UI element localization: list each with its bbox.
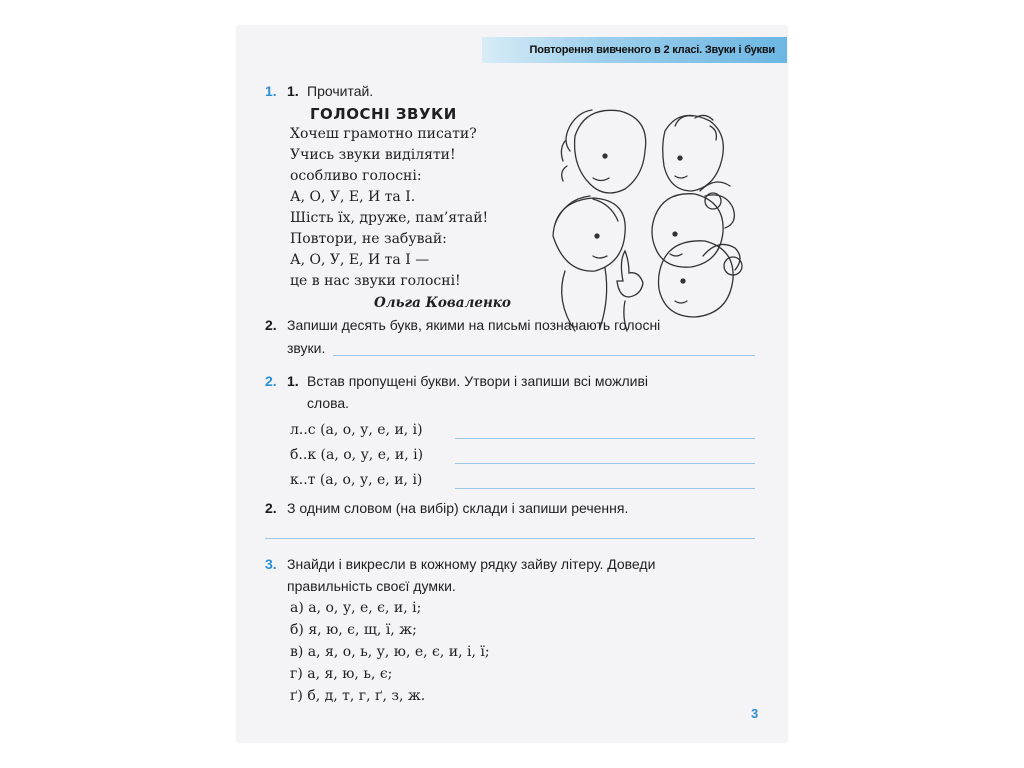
word-pattern-item: к..т (а, о, у, е, и, і) <box>290 472 423 488</box>
exercise-2-2-number: 2. <box>265 500 277 516</box>
section-header <box>482 37 787 63</box>
exercise-3-number: 3. <box>265 556 277 572</box>
answer-line[interactable] <box>333 355 755 356</box>
answer-line[interactable] <box>455 438 755 439</box>
exercise-1-1-instruction: Прочитай. <box>307 83 374 99</box>
exercise-2-number: 2. <box>265 373 277 389</box>
poem-line: це в нас звуки голосні! <box>290 273 461 289</box>
workbook-page <box>237 26 787 742</box>
exercise-3-text-cont: правильність своєї думки. <box>287 578 456 594</box>
letter-row: а) а, о, у, е, є, и, і; <box>290 600 422 616</box>
poem-line: Шість їх, друже, пам’ятай! <box>290 210 489 226</box>
poem-line: Хочеш грамотно писати? <box>290 126 477 142</box>
letter-row: б) я, ю, є, щ, ї, ж; <box>290 622 417 638</box>
word-pattern-item: л..с (а, о, у, е, и, і) <box>290 422 423 438</box>
section-header-title: Повторення вивченого в 2 класі. Звуки і букви <box>529 44 775 56</box>
poem-line: А, О, У, Е, И та І. <box>290 189 416 205</box>
exercise-2-2-text: З одним словом (на вибір) склади і запиши речення. <box>287 500 629 516</box>
answer-line[interactable] <box>455 463 755 464</box>
word-pattern-item: б..к (а, о, у, е, и, і) <box>290 447 424 463</box>
exercise-2-1-text: Встав пропущені букви. Утвори і запиши всі можливі <box>307 373 649 389</box>
exercise-1-2-text: Запиши десять букв, якими на письмі позначають голосні <box>287 317 661 333</box>
exercise-1-2-text-cont: звуки. <box>287 340 326 356</box>
children-illustration <box>535 96 750 336</box>
exercise-3-text: Знайди і викресли в кожному рядку зайву літеру. Доведи <box>287 556 656 572</box>
exercise-2-1-text-cont: слова. <box>307 395 350 411</box>
poem-line: А, О, У, Е, И та І — <box>290 252 430 268</box>
exercise-1-number: 1. <box>265 83 277 99</box>
exercise-1-2-number: 2. <box>265 317 277 333</box>
poem-line: особливо голосні: <box>290 168 422 184</box>
poem-title: ГОЛОСНІ ЗВУКИ <box>310 105 457 123</box>
letter-row: г) а, я, ю, ь, є; <box>290 666 393 682</box>
letter-row: ґ) б, д, т, г, ґ, з, ж. <box>290 688 426 704</box>
poem-line: Повтори, не забувай: <box>290 231 447 247</box>
poem-line: Учись звуки виділяти! <box>290 147 456 163</box>
exercise-1-1-number: 1. <box>287 83 299 99</box>
letter-row: в) а, я, о, ь, у, ю, е, є, и, і, ї; <box>290 644 490 660</box>
poem-author: Ольга Коваленко <box>374 295 511 311</box>
answer-line[interactable] <box>265 538 755 539</box>
page-number: 3 <box>751 706 759 721</box>
exercise-2-1-number: 1. <box>287 373 299 389</box>
answer-line[interactable] <box>455 488 755 489</box>
